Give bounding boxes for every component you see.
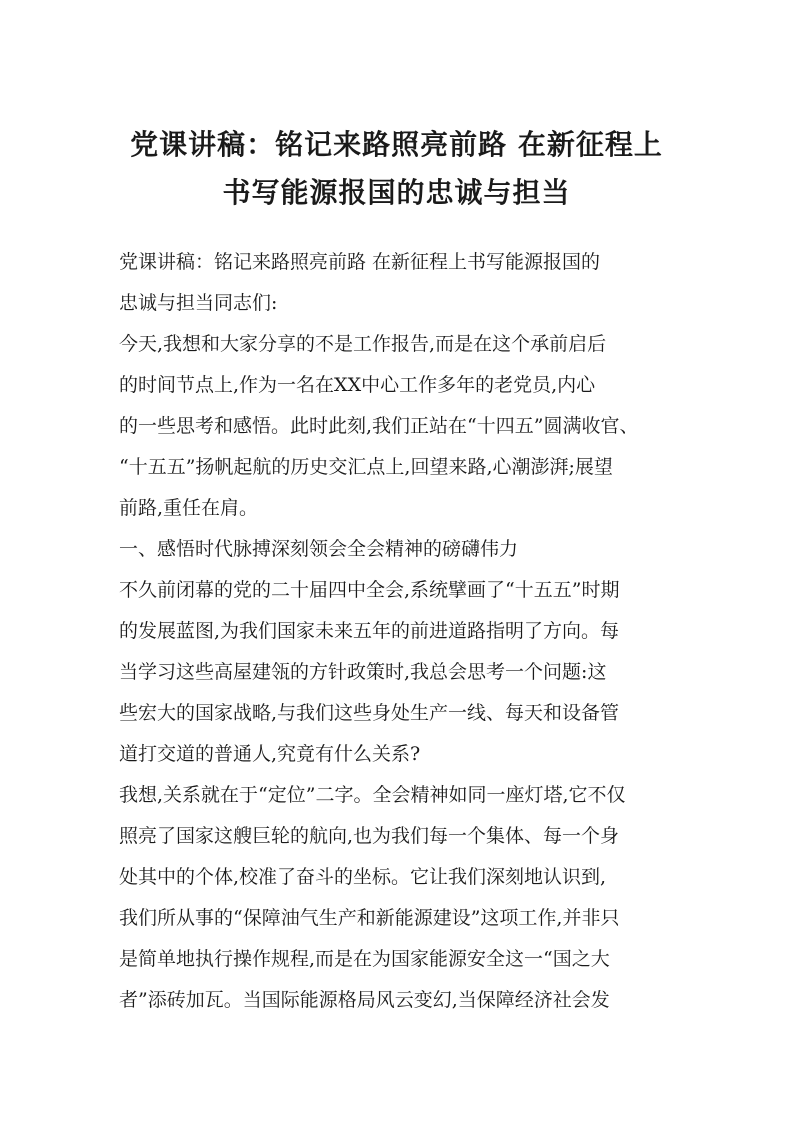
body-line: 些宏大的国家战略,与我们这些身处生产一线、每天和设备管 [119, 702, 620, 724]
body-line: 不久前闭幕的党的二十届四中全会,系统擘画了“十五五”时期 [119, 579, 620, 601]
body-line: 处其中的个体,校准了奋斗的坐标。它让我们深刻地认识到, [119, 866, 607, 888]
body-line: 当学习这些高屋建瓴的方针政策时,我总会思考一个问题:这 [119, 661, 607, 683]
body-line: 的时间节点上,作为一名在XX中心工作多年的老党员,内心 [119, 374, 596, 396]
document-body [119, 242, 679, 1021]
body-line: 忠诚与担当同志们: [119, 292, 278, 314]
body-line: 我们所从事的“保障油气生产和新能源建设”这项工作,并非只 [119, 907, 620, 929]
body-line: 党课讲稿：铭记来路照亮前路 在新征程上书写能源报国的 [119, 251, 601, 273]
title-line-2: 书写能源报国的忠诚与担当 [222, 176, 571, 209]
body-line: 前路,重任在肩。 [119, 497, 259, 519]
body-line: 照亮了国家这艘巨轮的航向,也为我们每一个集体、每一个身 [119, 825, 620, 847]
body-line: 今天,我想和大家分享的不是工作报告,而是在这个承前启后 [119, 333, 607, 355]
body-line: 的发展蓝图,为我们国家未来五年的前进道路指明了方向。每 [119, 620, 620, 642]
title-line-1: 党课讲稿：铭记来路照亮前路 在新征程上 [130, 128, 663, 161]
body-line: 的一些思考和感悟。此时此刻,我们正站在“十四五”圆满收官、 [119, 415, 639, 437]
document-title [100, 121, 693, 217]
body-line: 我想,关系就在于“定位”二字。全会精神如同一座灯塔,它不仅 [119, 784, 626, 806]
body-line: “十五五”扬帆起航的历史交汇点上,回望来路,心潮澎湃;展望 [119, 456, 613, 478]
body-line: 是简单地执行操作规程,而是在为国家能源安全这一“国之大 [119, 948, 610, 970]
body-line: 者”添砖加瓦。当国际能源格局风云变幻,当保障经济社会发 [119, 989, 610, 1011]
section-heading: 一、感悟时代脉搏深刻领会全会精神的磅礴伟力 [119, 538, 519, 560]
body-line: 道打交道的普通人,究竟有什么关系? [119, 743, 421, 765]
